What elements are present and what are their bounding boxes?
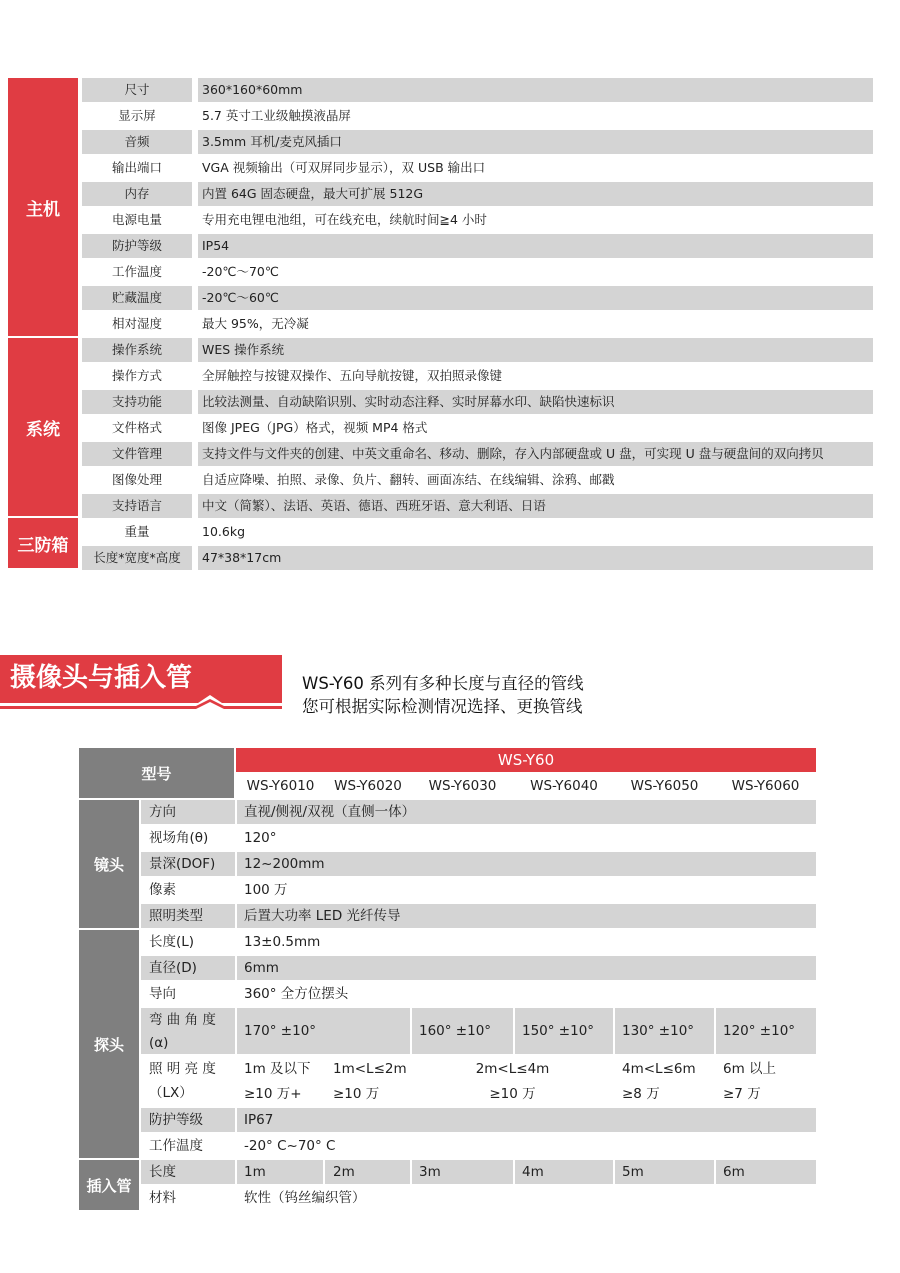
model-name: WS-Y6050	[630, 778, 699, 794]
probe-temp-label: 工作温度	[149, 1138, 203, 1154]
tube-length: 1m	[244, 1164, 266, 1180]
lens-direction-label: 方向	[149, 804, 176, 820]
probe-lux-value: ≥10 万+	[244, 1086, 302, 1102]
model-label: 型号	[79, 748, 234, 798]
probe-lux-range: 4m<L≤6m	[622, 1061, 696, 1077]
spec-row	[82, 104, 873, 128]
model-name: WS-Y6060	[731, 778, 800, 794]
spec-label: 操作系统	[82, 338, 192, 362]
tube-length-label: 长度	[149, 1164, 176, 1180]
spec-value: -20℃～60℃	[198, 286, 873, 310]
spec-label: 重量	[82, 520, 192, 544]
category-probe: 探头	[79, 930, 139, 1158]
spec-value: 3.5mm 耳机/麦克风插口	[198, 130, 873, 154]
tube-length: 4m	[522, 1164, 544, 1180]
probe-temp-value: -20° C~70° C	[244, 1138, 336, 1154]
spec-row	[82, 494, 873, 518]
probe-lux-range: 6m 以上	[723, 1061, 777, 1077]
lens-dof-label: 景深(DOF)	[149, 856, 216, 872]
spec-label: 图像处理	[82, 468, 192, 492]
lens-pixel-value: 100 万	[244, 882, 288, 898]
probe-bend-value: 170° ±10°	[244, 1023, 317, 1039]
spec-row	[82, 234, 873, 258]
spec-value: 图像 JPEG（JPG）格式，视频 MP4 格式	[198, 416, 873, 440]
spec-label: 文件管理	[82, 442, 192, 466]
probe-lux-value: ≥10 万	[489, 1086, 536, 1102]
spec-row	[82, 546, 873, 570]
spec-row	[82, 260, 873, 284]
probe-diameter-label: 直径(D)	[149, 960, 197, 976]
category-case: 三防箱	[8, 518, 78, 568]
probe-lux-value: ≥7 万	[723, 1086, 761, 1102]
probe-guide-label: 导向	[149, 986, 176, 1002]
probe-bend-value: 160° ±10°	[419, 1023, 492, 1039]
spec-label: 内存	[82, 182, 192, 206]
lens-lighting-label: 照明类型	[149, 908, 203, 924]
spec-value: 最大 95%，无冷凝	[198, 312, 873, 336]
spec-row	[82, 156, 873, 180]
probe-lux-range: 1m 及以下	[244, 1061, 311, 1077]
probe-length-label: 长度(L)	[149, 934, 195, 950]
probe-length-value: 13±0.5mm	[244, 934, 321, 950]
tube-length: 5m	[622, 1164, 644, 1180]
tube-length: 3m	[419, 1164, 441, 1180]
spec-label: 电源电量	[82, 208, 192, 232]
spec-value: 360*160*60mm	[198, 78, 873, 102]
spec-value: 47*38*17cm	[198, 546, 873, 570]
model-name: WS-Y6010	[246, 778, 315, 794]
category-host: 主机	[8, 78, 78, 336]
spec-value: 比较法测量、自动缺陷识别、实时动态注释、实时屏幕水印、缺陷快速标识	[198, 390, 873, 414]
spec-row	[82, 390, 873, 414]
probe-lux-value: ≥10 万	[333, 1086, 380, 1102]
spec-row	[82, 442, 873, 466]
lens-pixel-label: 像素	[149, 882, 176, 898]
spec-row	[82, 364, 873, 388]
spec-label: 操作方式	[82, 364, 192, 388]
probe-lux-label-unit: （LX）	[149, 1085, 193, 1101]
spec-row	[82, 520, 873, 544]
spec-row	[82, 130, 873, 154]
probe-bend-value: 130° ±10°	[622, 1023, 695, 1039]
spec-value: 10.6kg	[198, 520, 873, 544]
probe-protect-value: IP67	[244, 1112, 274, 1128]
probe-lux-label: 照 明 亮 度	[149, 1061, 216, 1077]
section-desc-line1: WS-Y60 系列有多种长度与直径的管线	[302, 674, 584, 693]
spec-label: 贮藏温度	[82, 286, 192, 310]
probe-guide-value: 360° 全方位摆头	[244, 986, 349, 1002]
spec-label: 支持功能	[82, 390, 192, 414]
category-tube: 插入管	[79, 1160, 139, 1210]
probe-bend-value: 120° ±10°	[723, 1023, 796, 1039]
section-desc-line2: 您可根据实际检测情况选择、更换管线	[302, 697, 583, 716]
model-name: WS-Y6030	[428, 778, 497, 794]
spec-value: IP54	[198, 234, 873, 258]
spec-value: WES 操作系统	[198, 338, 873, 362]
lens-direction-value: 直视/侧视/双视（直侧一体）	[244, 804, 416, 820]
lens-fov-value: 120°	[244, 830, 277, 846]
model-name: WS-Y6040	[530, 778, 598, 794]
spec-row	[82, 416, 873, 440]
spec-value: -20℃～70℃	[198, 260, 873, 284]
lens-dof-value: 12~200mm	[244, 856, 325, 872]
tube-length: 6m	[723, 1164, 745, 1180]
spec-row	[82, 312, 873, 336]
tube-material-label: 材料	[149, 1190, 176, 1206]
probe-bend-label-unit: (α)	[149, 1035, 169, 1051]
spec-label: 工作温度	[82, 260, 192, 284]
spec-label: 防护等级	[82, 234, 192, 258]
probe-lux-value: ≥8 万	[622, 1086, 660, 1102]
spec-value: 内置 64G 固态硬盘，最大可扩展 512G	[198, 182, 873, 206]
series-header: WS-Y60	[236, 748, 816, 772]
probe-protect-label: 防护等级	[149, 1112, 203, 1128]
model-name: WS-Y6020	[334, 778, 402, 794]
lens-lighting-value: 后置大功率 LED 光纤传导	[244, 908, 401, 924]
spec-value: 自适应降噪、拍照、录像、负片、翻转、画面冻结、在线编辑、涂鸦、邮戳	[198, 468, 873, 492]
tube-material-value: 软性（钨丝编织管）	[244, 1190, 366, 1206]
category-system: 系统	[8, 338, 78, 516]
probe-bend-value: 150° ±10°	[522, 1023, 595, 1039]
spec-label: 长度*宽度*高度	[82, 546, 192, 570]
probe-lux-range: 1m<L≤2m	[333, 1061, 407, 1077]
spec-value: 5.7 英寸工业级触摸液晶屏	[198, 104, 873, 128]
spec-row	[82, 182, 873, 206]
spec-row	[82, 78, 873, 102]
section-title: 摄像头与插入管	[10, 663, 193, 693]
spec-label: 相对湿度	[82, 312, 192, 336]
lens-fov-label: 视场角(θ)	[149, 830, 209, 846]
tube-length: 2m	[333, 1164, 355, 1180]
spec-row	[82, 468, 873, 492]
spec-label: 音频	[82, 130, 192, 154]
spec-label: 尺寸	[82, 78, 192, 102]
probe-bend-label: 弯 曲 角 度	[149, 1012, 216, 1028]
spec-row	[82, 338, 873, 362]
spec-value: 中文（简繁）、法语、英语、德语、西班牙语、意大利语、日语	[198, 494, 873, 518]
spec-row	[82, 208, 873, 232]
spec-label: 文件格式	[82, 416, 192, 440]
spec-value: 专用充电锂电池组，可在线充电，续航时间≧4 小时	[198, 208, 873, 232]
probe-lux-range: 2m<L≤4m	[475, 1061, 550, 1077]
spec-value: 支持文件与文件夹的创建、中英文重命名、移动、删除，存入内部硬盘或 U 盘，可实现 U 盘与硬盘间的双向拷贝	[198, 442, 873, 466]
spec-label: 支持语言	[82, 494, 192, 518]
spec-label: 显示屏	[82, 104, 192, 128]
category-lens: 镜头	[79, 800, 139, 928]
probe-diameter-value: 6mm	[244, 960, 279, 976]
spec-value: 全屏触控与按键双操作、五向导航按键，双拍照录像键	[198, 364, 873, 388]
spec-row	[82, 286, 873, 310]
spec-label: 输出端口	[82, 156, 192, 180]
spec-value: VGA 视频输出（可双屏同步显示），双 USB 输出口	[198, 156, 873, 180]
